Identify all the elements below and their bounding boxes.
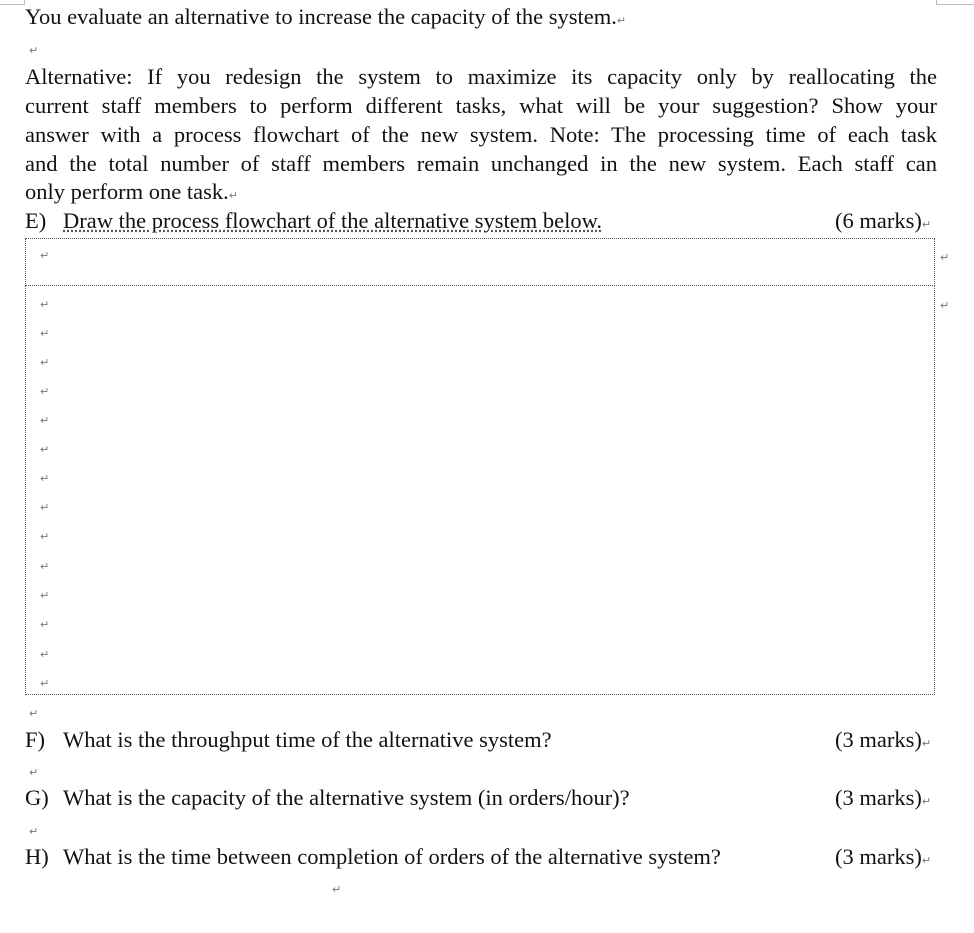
answer-box-header-cell[interactable] <box>25 238 935 286</box>
paragraph-mark-icon: ↵ <box>921 795 932 808</box>
paragraph-mark-icon: ↵ <box>40 414 50 427</box>
paragraph-mark-icon: ↵ <box>40 501 50 514</box>
intro-text: You evaluate an alternative to increase the capacity of the system. <box>25 4 617 29</box>
intro-paragraph <box>25 4 626 30</box>
paragraph-mark-icon: ↵ <box>29 825 39 838</box>
paragraph-mark-icon: ↵ <box>921 854 932 867</box>
alternative-line-4: and the total number of staff members remain unchanged in the new system. Each staff can <box>25 151 937 176</box>
paragraph-mark-icon: ↵ <box>29 766 39 779</box>
alternative-line-2: current staff members to perform different tasks, what will be your suggestion? Show your <box>25 93 937 118</box>
question-g-marks: (3 marks)↵ <box>835 785 932 810</box>
paragraph-mark-icon: ↵ <box>616 14 627 27</box>
paragraph-mark-icon: ↵ <box>921 737 932 750</box>
paragraph-mark-icon: ↵ <box>40 560 50 573</box>
paragraph-mark-icon: ↵ <box>40 327 50 340</box>
paragraph-mark-icon: ↵ <box>40 677 50 690</box>
question-g-text: What is the capacity of the alternative system (in orders/hour)? <box>63 785 630 810</box>
question-f <box>25 727 552 753</box>
alternative-line-1: Alternative: If you redesign the system to maximize its capacity only by reallocating the <box>25 64 937 89</box>
paragraph-mark-icon: ↵ <box>40 298 50 311</box>
paragraph-mark-icon: ↵ <box>940 299 950 312</box>
crop-mark-right-v <box>936 0 937 5</box>
paragraph-mark-icon: ↵ <box>40 356 50 369</box>
paragraph-mark-icon: ↵ <box>40 385 50 398</box>
question-g-number: G) <box>25 785 49 810</box>
paragraph-mark-icon: ↵ <box>40 589 50 602</box>
paragraph-mark-icon: ↵ <box>228 189 238 202</box>
alternative-line-3: answer with a process flowchart of the new system. Note: The processing time of each task <box>25 122 937 147</box>
question-f-number: F) <box>25 727 46 752</box>
paragraph-mark-icon: ↵ <box>40 443 50 456</box>
crop-mark-right-h <box>936 4 974 5</box>
paragraph-mark-icon: ↵ <box>40 249 50 262</box>
paragraph-mark-icon: ↵ <box>40 648 50 661</box>
question-h-number: H) <box>25 844 49 869</box>
question-e-number: E) <box>25 208 47 233</box>
question-g <box>25 785 630 811</box>
paragraph-mark-icon: ↵ <box>940 251 950 264</box>
crop-mark-left-h <box>0 4 24 5</box>
paragraph-mark-icon: ↵ <box>29 707 39 720</box>
question-f-text: What is the throughput time of the alternative system? <box>63 727 552 752</box>
paragraph-mark-icon: ↵ <box>921 218 932 231</box>
question-e <box>25 208 602 234</box>
question-h <box>25 844 721 870</box>
question-h-text: What is the time between completion of orders of the alternative system? <box>63 844 721 869</box>
alternative-line-5: only perform one task.↵ <box>25 179 238 204</box>
question-e-marks: (6 marks)↵ <box>835 208 932 233</box>
answer-box-drawing-cell[interactable] <box>25 285 935 695</box>
question-h-marks: (3 marks)↵ <box>835 844 932 869</box>
paragraph-mark-icon: ↵ <box>40 618 50 631</box>
question-e-text: Draw the process flowchart of the alternative system below. <box>63 208 602 233</box>
paragraph-mark-icon: ↵ <box>40 472 50 485</box>
question-f-marks: (3 marks)↵ <box>835 727 932 752</box>
paragraph-mark-icon: ↵ <box>29 44 39 57</box>
paragraph-mark-icon: ↵ <box>332 883 342 896</box>
paragraph-mark-icon: ↵ <box>40 530 50 543</box>
